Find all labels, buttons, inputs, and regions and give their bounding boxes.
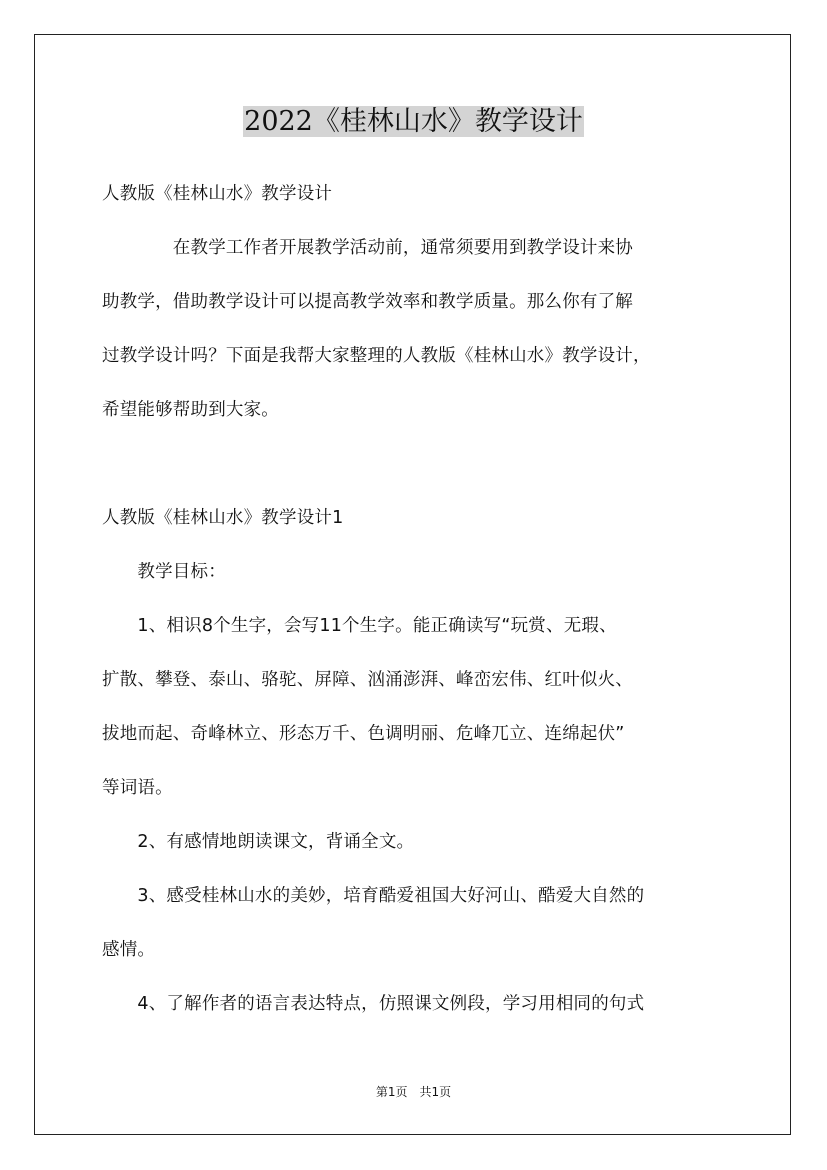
page-footer: 第1页 共1页	[375, 1085, 452, 1099]
paragraph-line: 扩散、攀登、泰山、骆驼、屏障、汹涌澎湃、峰峦宏伟、红叶似火、	[102, 670, 633, 690]
document-title	[0, 100, 827, 144]
paragraph-line: 希望能够帮助到大家。	[102, 400, 279, 420]
paragraph-line: 过教学设计吗？下面是我帮大家整理的人教版《桂林山水》教学设计，	[102, 346, 651, 366]
paragraph-line: 感情。	[102, 940, 156, 960]
paragraph-line: 3、感受桂林山水的美妙，培育酷爱祖国大好河山、酷爱大自然的	[102, 886, 645, 906]
paragraph-line: 助教学，借助教学设计可以提高教学效率和教学质量。那么你有了解	[102, 292, 633, 312]
paragraph-line: 教学目标：	[102, 562, 226, 582]
paragraph-line: 拔地而起、奇峰林立、形态万千、色调明丽、危峰兀立、连绵起伏”	[102, 724, 625, 744]
paragraph-line: 2、有感情地朗读课文，背诵全文。	[102, 832, 415, 852]
section-heading: 人教版《桂林山水》教学设计1	[102, 508, 344, 528]
paragraph-line: 等词语。	[102, 778, 173, 798]
subtitle-line: 人教版《桂林山水》教学设计	[102, 184, 333, 204]
paragraph-line: 4、了解作者的语言表达特点，仿照课文例段，学习用相同的句式	[102, 994, 645, 1014]
paragraph-line: 1、相识8个生字，会写11个生字。能正确读写“玩赏、无瑕、	[102, 616, 617, 636]
document-title-text: 2022《桂林山水》教学设计	[244, 106, 583, 137]
paragraph-line: 在教学工作者开展教学活动前，通常须要用到教学设计来协	[102, 238, 633, 258]
